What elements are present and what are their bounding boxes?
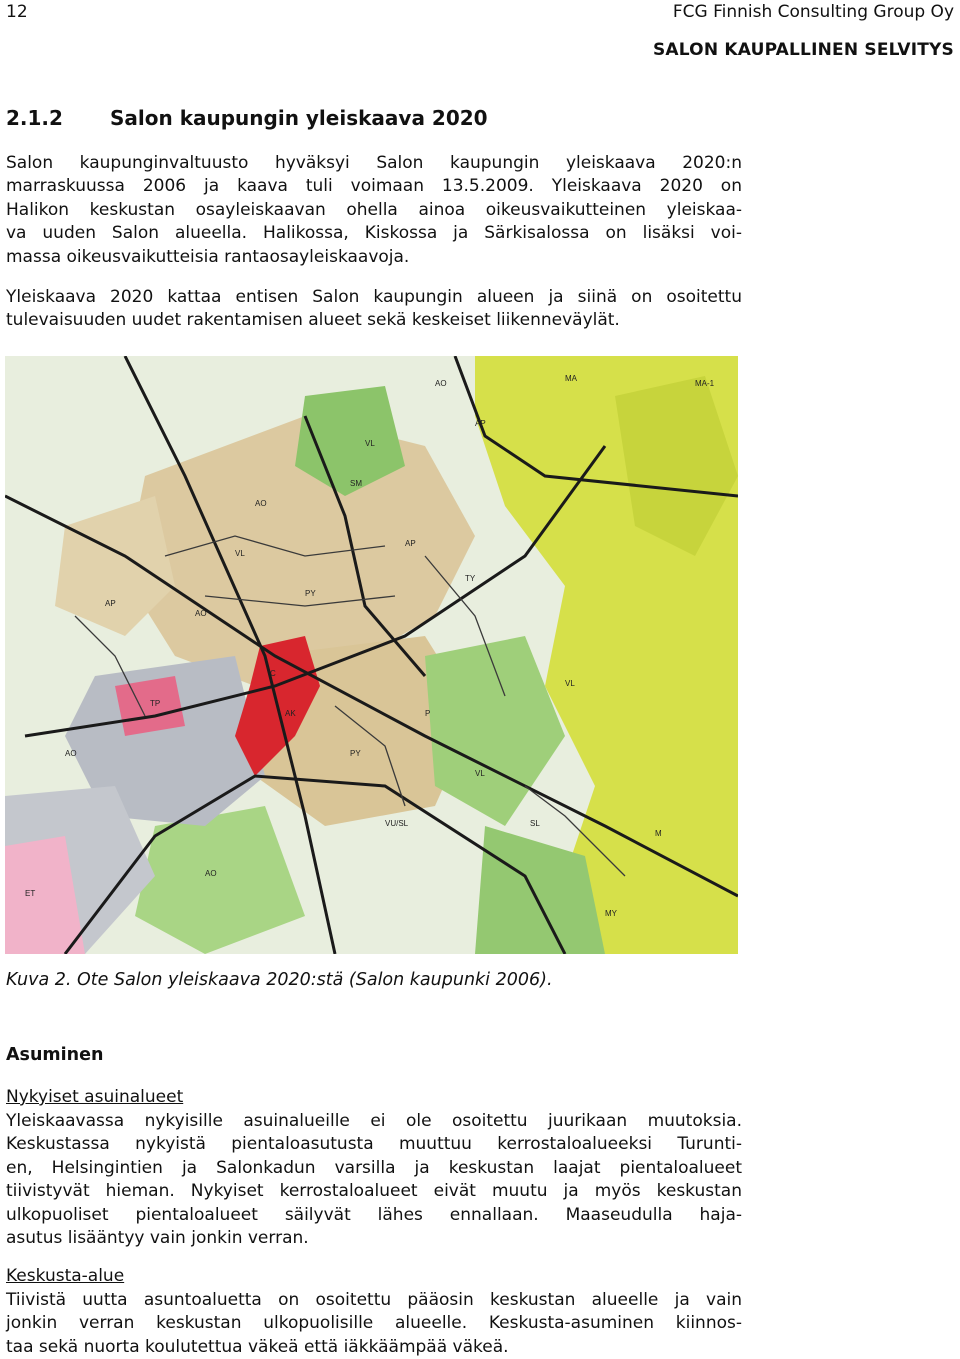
section-title: Salon kaupungin yleiskaava 2020	[110, 106, 488, 130]
map-label: TP	[150, 699, 161, 708]
map-label: SM	[350, 479, 362, 488]
map-label: AK	[285, 709, 296, 718]
section-number: 2.1.2	[6, 106, 63, 130]
text-line: ulkopuoliset pientaloalueet säilyvät lähes ennallaan. Maaseudulla haja-	[6, 1204, 742, 1225]
map-label: AO	[195, 609, 207, 618]
text-line: tulevaisuuden uudet rakentamisen alueet sekä keskeiset liikenneväylät.	[6, 310, 620, 331]
map-label: MA	[565, 374, 577, 383]
paragraph-city-center	[6, 1289, 742, 1359]
map-label: ET	[25, 889, 36, 898]
paragraph-coverage	[6, 286, 742, 333]
text-line: va uuden Salon alueella. Halikossa, Kiskossa ja Särkisalossa on lisäksi voi-	[6, 223, 742, 244]
text-line: marraskuussa 2006 ja kaava tuli voimaan 13.5.2009. Yleiskaava 2020 on	[6, 176, 742, 197]
company-name: FCG Finnish Consulting Group Oy	[672, 2, 954, 22]
map-label: VL	[475, 769, 485, 778]
map-label: MA-1	[695, 379, 715, 388]
text-line: massa oikeusvaikutteisia rantaosayleiskaavoja.	[6, 246, 410, 267]
subsection-heading: Keskusta-alue	[6, 1266, 125, 1286]
master-plan-map	[5, 356, 738, 954]
map-label: P	[425, 709, 431, 718]
subsection-heading: Nykyiset asuinalueet	[6, 1087, 184, 1107]
page-number: 12	[6, 2, 28, 22]
paragraph-intro	[6, 152, 742, 269]
map-label: AO	[65, 749, 77, 758]
paragraph-current-residential	[6, 1110, 742, 1250]
text-line: asutus lisääntyy vain jonkin verran.	[6, 1228, 309, 1249]
map-label: VL	[235, 549, 245, 558]
text-line: en, Helsingintien ja Salonkadun varsilla ja keskustan laajat pientaloalueet	[6, 1157, 742, 1178]
text-line: Keskustassa nykyistä pientaloasutusta muuttuu kerrostaloalueeksi Turunti-	[6, 1134, 742, 1155]
text-line: tiivistyvät hieman. Nykyiset kerrostaloalueet eivät muutu ja myös keskustan	[6, 1181, 742, 1202]
map-label: VU/SL	[385, 819, 409, 828]
map-label: AO	[255, 499, 267, 508]
map-graphic	[5, 356, 738, 954]
map-label: AP	[105, 599, 116, 608]
map-label: PY	[350, 749, 361, 758]
map-label: AP	[475, 419, 486, 428]
section-heading	[6, 106, 488, 130]
map-label: SL	[530, 819, 540, 828]
map-label: VL	[565, 679, 575, 688]
figure-caption: Kuva 2. Ote Salon yleiskaava 2020:stä (Salon kaupunki 2006).	[6, 970, 553, 990]
map-label: AO	[205, 869, 217, 878]
text-line: Yleiskaava 2020 kattaa entisen Salon kaupungin alueen ja siinä on osoitettu	[6, 287, 742, 307]
text-line: jonkin verran keskustan ulkopuolisille alueelle. Keskusta-asuminen kiinnos-	[6, 1313, 742, 1334]
map-label: AP	[405, 539, 416, 548]
text-line: Halikon keskustan osayleiskaavan ohella ainoa oikeusvaikutteinen yleiskaa-	[6, 199, 742, 220]
map-label: C	[270, 669, 276, 678]
map-label: AO	[435, 379, 447, 388]
text-line: taa sekä nuorta koulutettua väkeä että iäkkäämpää väkeä.	[6, 1336, 509, 1357]
section-subheading: Asuminen	[6, 1045, 104, 1065]
report-title: SALON KAUPALLINEN SELVITYS	[652, 40, 954, 60]
map-label: M	[655, 829, 662, 838]
map-label: MY	[605, 909, 617, 918]
text-line: Tiivistä uutta asuntoaluetta on osoitettu pääosin keskustan alueelle ja vain	[6, 1290, 742, 1310]
map-label: VL	[365, 439, 375, 448]
map-label: TY	[465, 574, 476, 583]
text-line: Salon kaupunginvaltuusto hyväksyi Salon kaupungin yleiskaava 2020:n	[6, 153, 742, 173]
map-label: PY	[305, 589, 316, 598]
text-line: Yleiskaavassa nykyisille asuinalueille ei ole osoitettu juurikaan muutoksia.	[6, 1111, 742, 1131]
